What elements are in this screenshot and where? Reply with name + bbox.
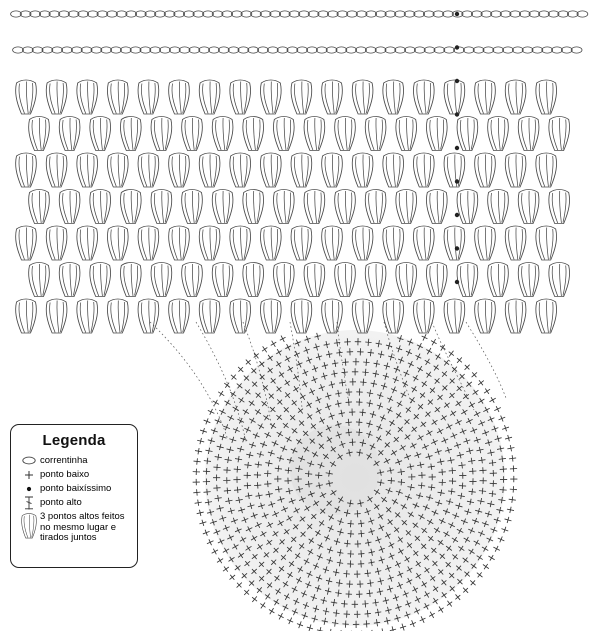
legend-item-ponto-baixissimo <box>18 482 137 495</box>
double-crochet-bar-icon <box>18 496 40 509</box>
legend-items <box>11 454 137 544</box>
foundation-chain-row-1 <box>11 11 588 17</box>
legend-item-correntinha <box>18 454 137 467</box>
legend-label-cluster: 3 pontos altos feitos no mesmo lugar e tirados juntos <box>40 511 125 543</box>
filled-dot-icon <box>18 482 40 495</box>
legend-title: Legenda <box>42 432 106 449</box>
shell-rows <box>16 80 570 333</box>
legend-item-cluster <box>18 510 137 544</box>
legend-label-ponto-baixissimo: ponto baixíssimo <box>40 483 112 494</box>
cluster-shell-icon <box>18 510 40 544</box>
legend-box <box>10 424 138 568</box>
legend-label-ponto-baixo: ponto baixo <box>40 469 90 480</box>
plus-cross-icon <box>18 468 40 481</box>
chain-row-2 <box>13 47 582 53</box>
legend-label-correntinha: correntinha <box>40 455 88 466</box>
chain-oval-icon <box>18 454 40 467</box>
legend-item-ponto-alto <box>18 496 137 509</box>
legend-item-ponto-baixo <box>18 468 137 481</box>
legend-label-ponto-alto: ponto alto <box>40 497 82 508</box>
